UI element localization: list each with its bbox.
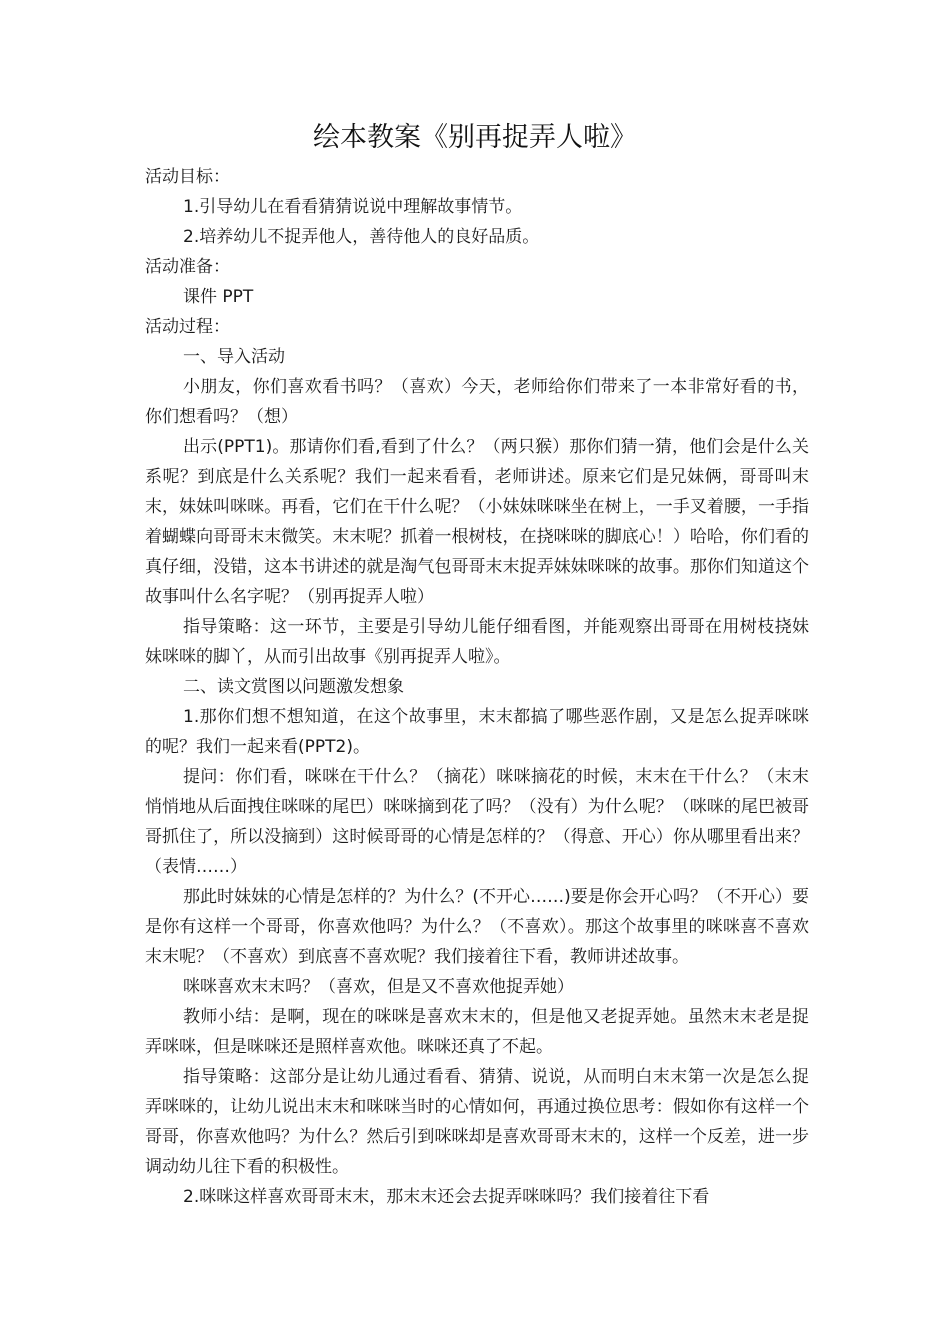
paragraph: 1.那你们想不想知道，在这个故事里，末末都搞了哪些恶作剧，又是怎么捉弄咪咪的呢？我们一起来看(PPT2)。 [145, 707, 809, 757]
paragraph: 出示(PPT1)。那请你们看,看到了什么？（两只猴）那你们猜一猜，他们会是什么关系呢？到底是什么关系呢？我们一起来看看，老师讲述。原来它们是兄妹俩，哥哥叫末末，妹妹叫咪咪。再看，它们在干什么呢？（小妹妹咪咪坐在树上，一手叉着腰，一手指着蝴蝶向哥哥末末微笑。末末呢？抓着一根树枝，在挠咪咪的脚底心！）哈哈，你们看的真仔细，没错，这本书讲述的就是淘气包哥哥末末捉弄妹妹咪咪的故事。那你们知道这个故事叫什么名字呢？（别再捉弄人啦） [145, 437, 809, 607]
document-title: 绘本教案《别再捉弄人啦》 [313, 122, 637, 153]
paragraph: 课件 PPT [183, 287, 254, 307]
paragraph: 一、导入活动 [183, 347, 285, 367]
paragraph: 指导策略：这部分是让幼儿通过看看、猜猜、说说，从而明白末末第一次是怎么捉弄咪咪的，让幼儿说出末末和咪咪当时的心情如何，再通过换位思考：假如你有这样一个哥哥，你喜欢他吗？为什么？然后引到咪咪却是喜欢哥哥末末的，这样一个反差，进一步调动幼儿往下看的积极性。 [145, 1067, 809, 1177]
paragraph: 咪咪喜欢末末吗？（喜欢，但是又不喜欢他捉弄她） [183, 977, 574, 997]
paragraph: 那此时妹妹的心情是怎样的？为什么？(不开心……)要是你会开心吗？（不开心）要是你有这样一个哥哥，你喜欢他吗？为什么？（不喜欢）。那这个故事里的咪咪喜不喜欢末末呢？（不喜欢）到底喜不喜欢呢？我们接着往下看，教师讲述故事。 [145, 887, 809, 967]
paragraph: 二、读文赏图以问题激发想象 [183, 677, 404, 697]
section-heading-preparation: 活动准备： [145, 257, 230, 277]
paragraph: 提问：你们看，咪咪在干什么？（摘花）咪咪摘花的时候，末末在干什么？（末末悄悄地从后面拽住咪咪的尾巴）咪咪摘到花了吗？（没有）为什么呢？（咪咪的尾巴被哥哥抓住了，所以没摘到）这时候哥哥的心情是怎样的？（得意、开心）你从哪里看出来？（表情……） [145, 767, 809, 877]
paragraph: 教师小结：是啊，现在的咪咪是喜欢末末的，但是他又老捉弄她。虽然末末老是捉弄咪咪，但是咪咪还是照样喜欢他。咪咪还真了不起。 [145, 1007, 809, 1057]
paragraph: 2.咪咪这样喜欢哥哥末末，那末末还会去捉弄咪咪吗？我们接着往下看 [183, 1187, 710, 1207]
paragraph: 1.引导幼儿在看看猜猜说说中理解故事情节。 [183, 197, 523, 217]
section-heading-process: 活动过程： [145, 317, 230, 337]
paragraph: 小朋友，你们喜欢看书吗？（喜欢）今天，老师给你们带来了一本非常好看的书，你们想看吗？（想） [145, 377, 809, 427]
document-body [145, 162, 809, 1212]
paragraph: 2.培养幼儿不捉弄他人，善待他人的良好品质。 [183, 227, 540, 247]
paragraph: 指导策略：这一环节，主要是引导幼儿能仔细看图，并能观察出哥哥在用树枝挠妹妹咪咪的脚丫，从而引出故事《别再捉弄人啦》。 [145, 617, 809, 667]
section-heading-goals: 活动目标： [145, 167, 230, 187]
